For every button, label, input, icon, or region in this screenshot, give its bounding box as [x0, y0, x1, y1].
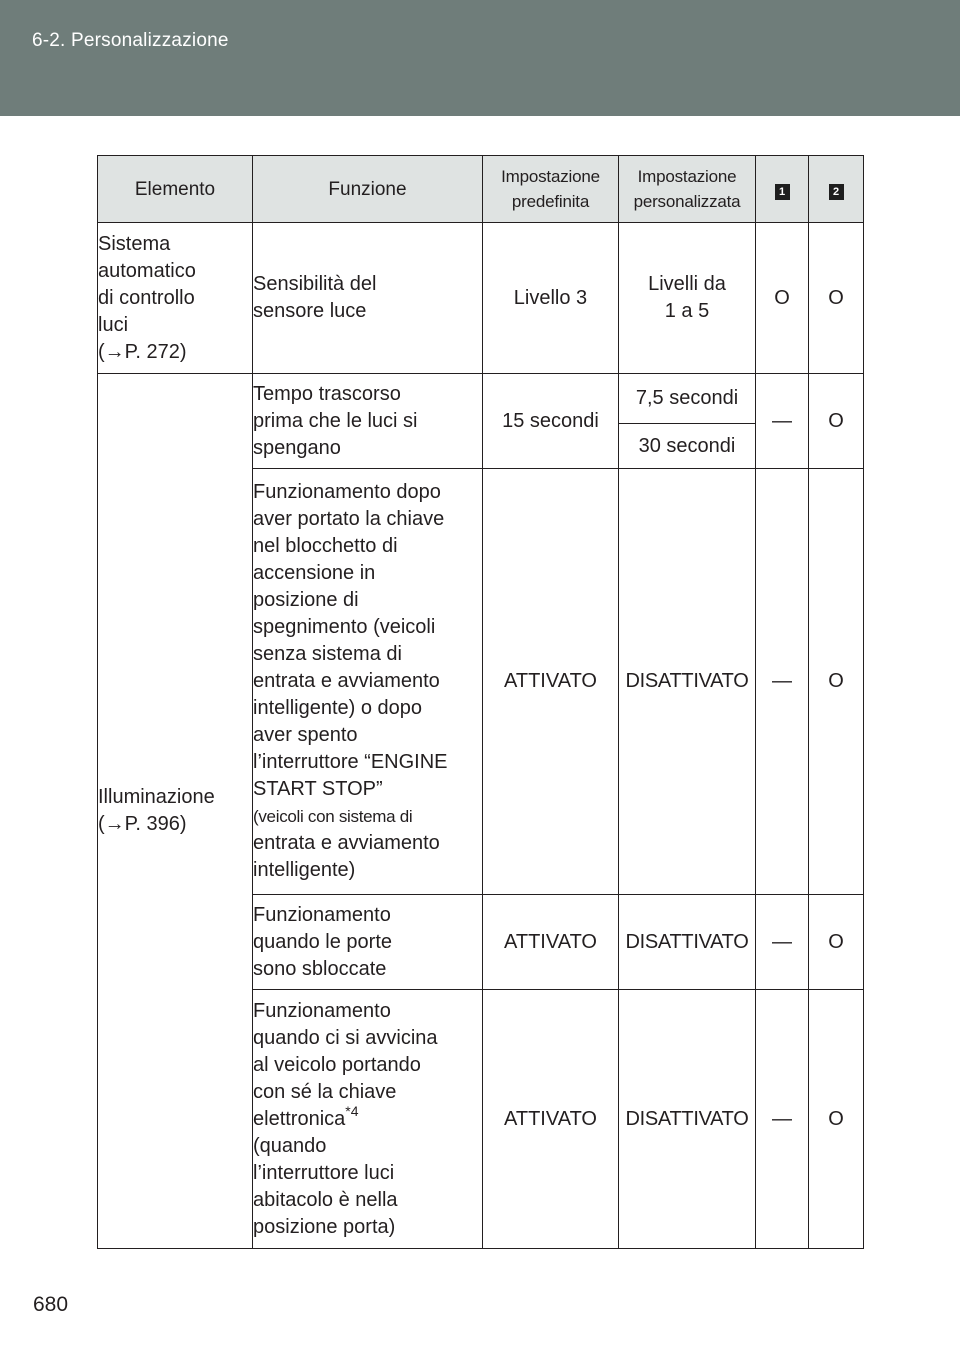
table-row: [98, 374, 864, 424]
text-line: (quando: [253, 1134, 327, 1157]
marker-2-icon: 2: [829, 184, 844, 200]
header-impostazione-personalizzata: [619, 156, 756, 223]
cell-funzione: [253, 223, 483, 374]
text-line: Funzionamento dopo: [253, 481, 441, 503]
text-line: nel blocchetto di: [253, 535, 398, 557]
cell-custom-b: 30 secondi: [619, 424, 756, 469]
header-line: Impostazione: [501, 167, 600, 186]
text-line: al veicolo portando: [253, 1053, 421, 1076]
cell-custom: [619, 223, 756, 374]
table-header-row: [98, 156, 864, 223]
text-line: l’interruttore “ENGINE: [253, 751, 448, 773]
text-line: spegnimento (veicoli: [253, 616, 436, 638]
cell-col-1: —: [756, 374, 809, 469]
table-row: [98, 223, 864, 374]
text-line: Sistema: [98, 232, 171, 255]
text-line: Sensibilità del: [253, 273, 377, 295]
text-line: con sé la chiave: [253, 1080, 397, 1103]
text-line: posizione porta): [253, 1215, 396, 1238]
cell-custom: DISATTIVATO: [619, 469, 756, 895]
cell-col-2: O: [809, 469, 864, 895]
text-line: l’interruttore luci: [253, 1161, 395, 1184]
page-reference: (→P. 396): [98, 813, 187, 835]
text-line: posizione di: [253, 589, 359, 611]
text-line: senza sistema di: [253, 643, 402, 665]
page-number: 680: [33, 1293, 69, 1316]
header-line: predefinita: [511, 192, 590, 211]
cell-col-2: O: [809, 223, 864, 374]
text-line: entrata e avviamento: [253, 832, 440, 854]
text-line: Illuminazione: [98, 786, 215, 808]
text-line: intelligente): [253, 859, 356, 881]
text-line: START STOP”: [253, 778, 383, 800]
text-line: 1 a 5: [664, 300, 710, 322]
cell-col-1: —: [756, 895, 809, 990]
header-impostazione-predefinita: [483, 156, 619, 223]
cell-default: Livello 3: [483, 223, 619, 374]
text-line: Tempo trascorso: [253, 382, 401, 405]
text-line: luci: [98, 313, 129, 336]
header-col-1: [756, 156, 809, 223]
cell-col-1: O: [756, 223, 809, 374]
cell-funzione: [253, 469, 483, 895]
header-line: Impostazione: [637, 167, 737, 186]
text-line: entrata e avviamento: [253, 670, 440, 692]
header-elemento: Elemento: [98, 156, 253, 223]
text-line: elettronica: [253, 1107, 346, 1130]
text-line: prima che le luci si: [253, 409, 418, 432]
cell-default: ATTIVATO: [483, 469, 619, 895]
cell-default: ATTIVATO: [483, 990, 619, 1249]
header-funzione: Funzione: [253, 156, 483, 223]
text-line: Funzionamento: [253, 999, 391, 1022]
cell-elemento: [98, 223, 253, 374]
cell-col-2: O: [809, 895, 864, 990]
text-line: aver portato la chiave: [253, 508, 445, 530]
text-line: abitacolo è nella: [253, 1188, 398, 1211]
cell-funzione: [253, 374, 483, 469]
text-line: quando ci si avvicina: [253, 1026, 438, 1049]
header-col-2: [809, 156, 864, 223]
cell-col-1: —: [756, 990, 809, 1249]
text-line: accensione in: [253, 562, 376, 584]
text-line: spengano: [253, 436, 341, 459]
header-line: personalizzata: [633, 192, 741, 211]
text-line: intelligente) o dopo: [253, 697, 423, 719]
page-reference: (→P. 272): [98, 340, 187, 363]
cell-funzione: [253, 990, 483, 1249]
text-line: aver spento: [253, 724, 358, 746]
marker-1-icon: 1: [775, 184, 790, 200]
cell-col-2: O: [809, 990, 864, 1249]
text-line: sensore luce: [253, 300, 367, 322]
text-line: automatico: [98, 259, 196, 282]
section-title: 6-2. Personalizzazione: [32, 30, 229, 51]
cell-custom: DISATTIVATO: [619, 895, 756, 990]
cell-custom-a: 7,5 secondi: [619, 374, 756, 424]
cell-col-1: —: [756, 469, 809, 895]
cell-default: 15 secondi: [483, 374, 619, 469]
cell-elemento: [98, 374, 253, 1249]
text-line: Livelli da: [648, 273, 726, 295]
cell-default: ATTIVATO: [483, 895, 619, 990]
text-line: sono sbloccate: [253, 957, 387, 980]
cell-col-2: O: [809, 374, 864, 469]
text-line: quando le porte: [253, 930, 393, 953]
text-line: Funzionamento: [253, 903, 391, 926]
text-line: (veicoli con sistema di: [253, 807, 413, 826]
footnote-marker: *4: [345, 1102, 359, 1119]
header-bar: [0, 0, 960, 116]
customization-table: [97, 155, 864, 1249]
cell-custom: DISATTIVATO: [619, 990, 756, 1249]
text-line: di controllo: [98, 286, 195, 309]
cell-funzione: [253, 895, 483, 990]
